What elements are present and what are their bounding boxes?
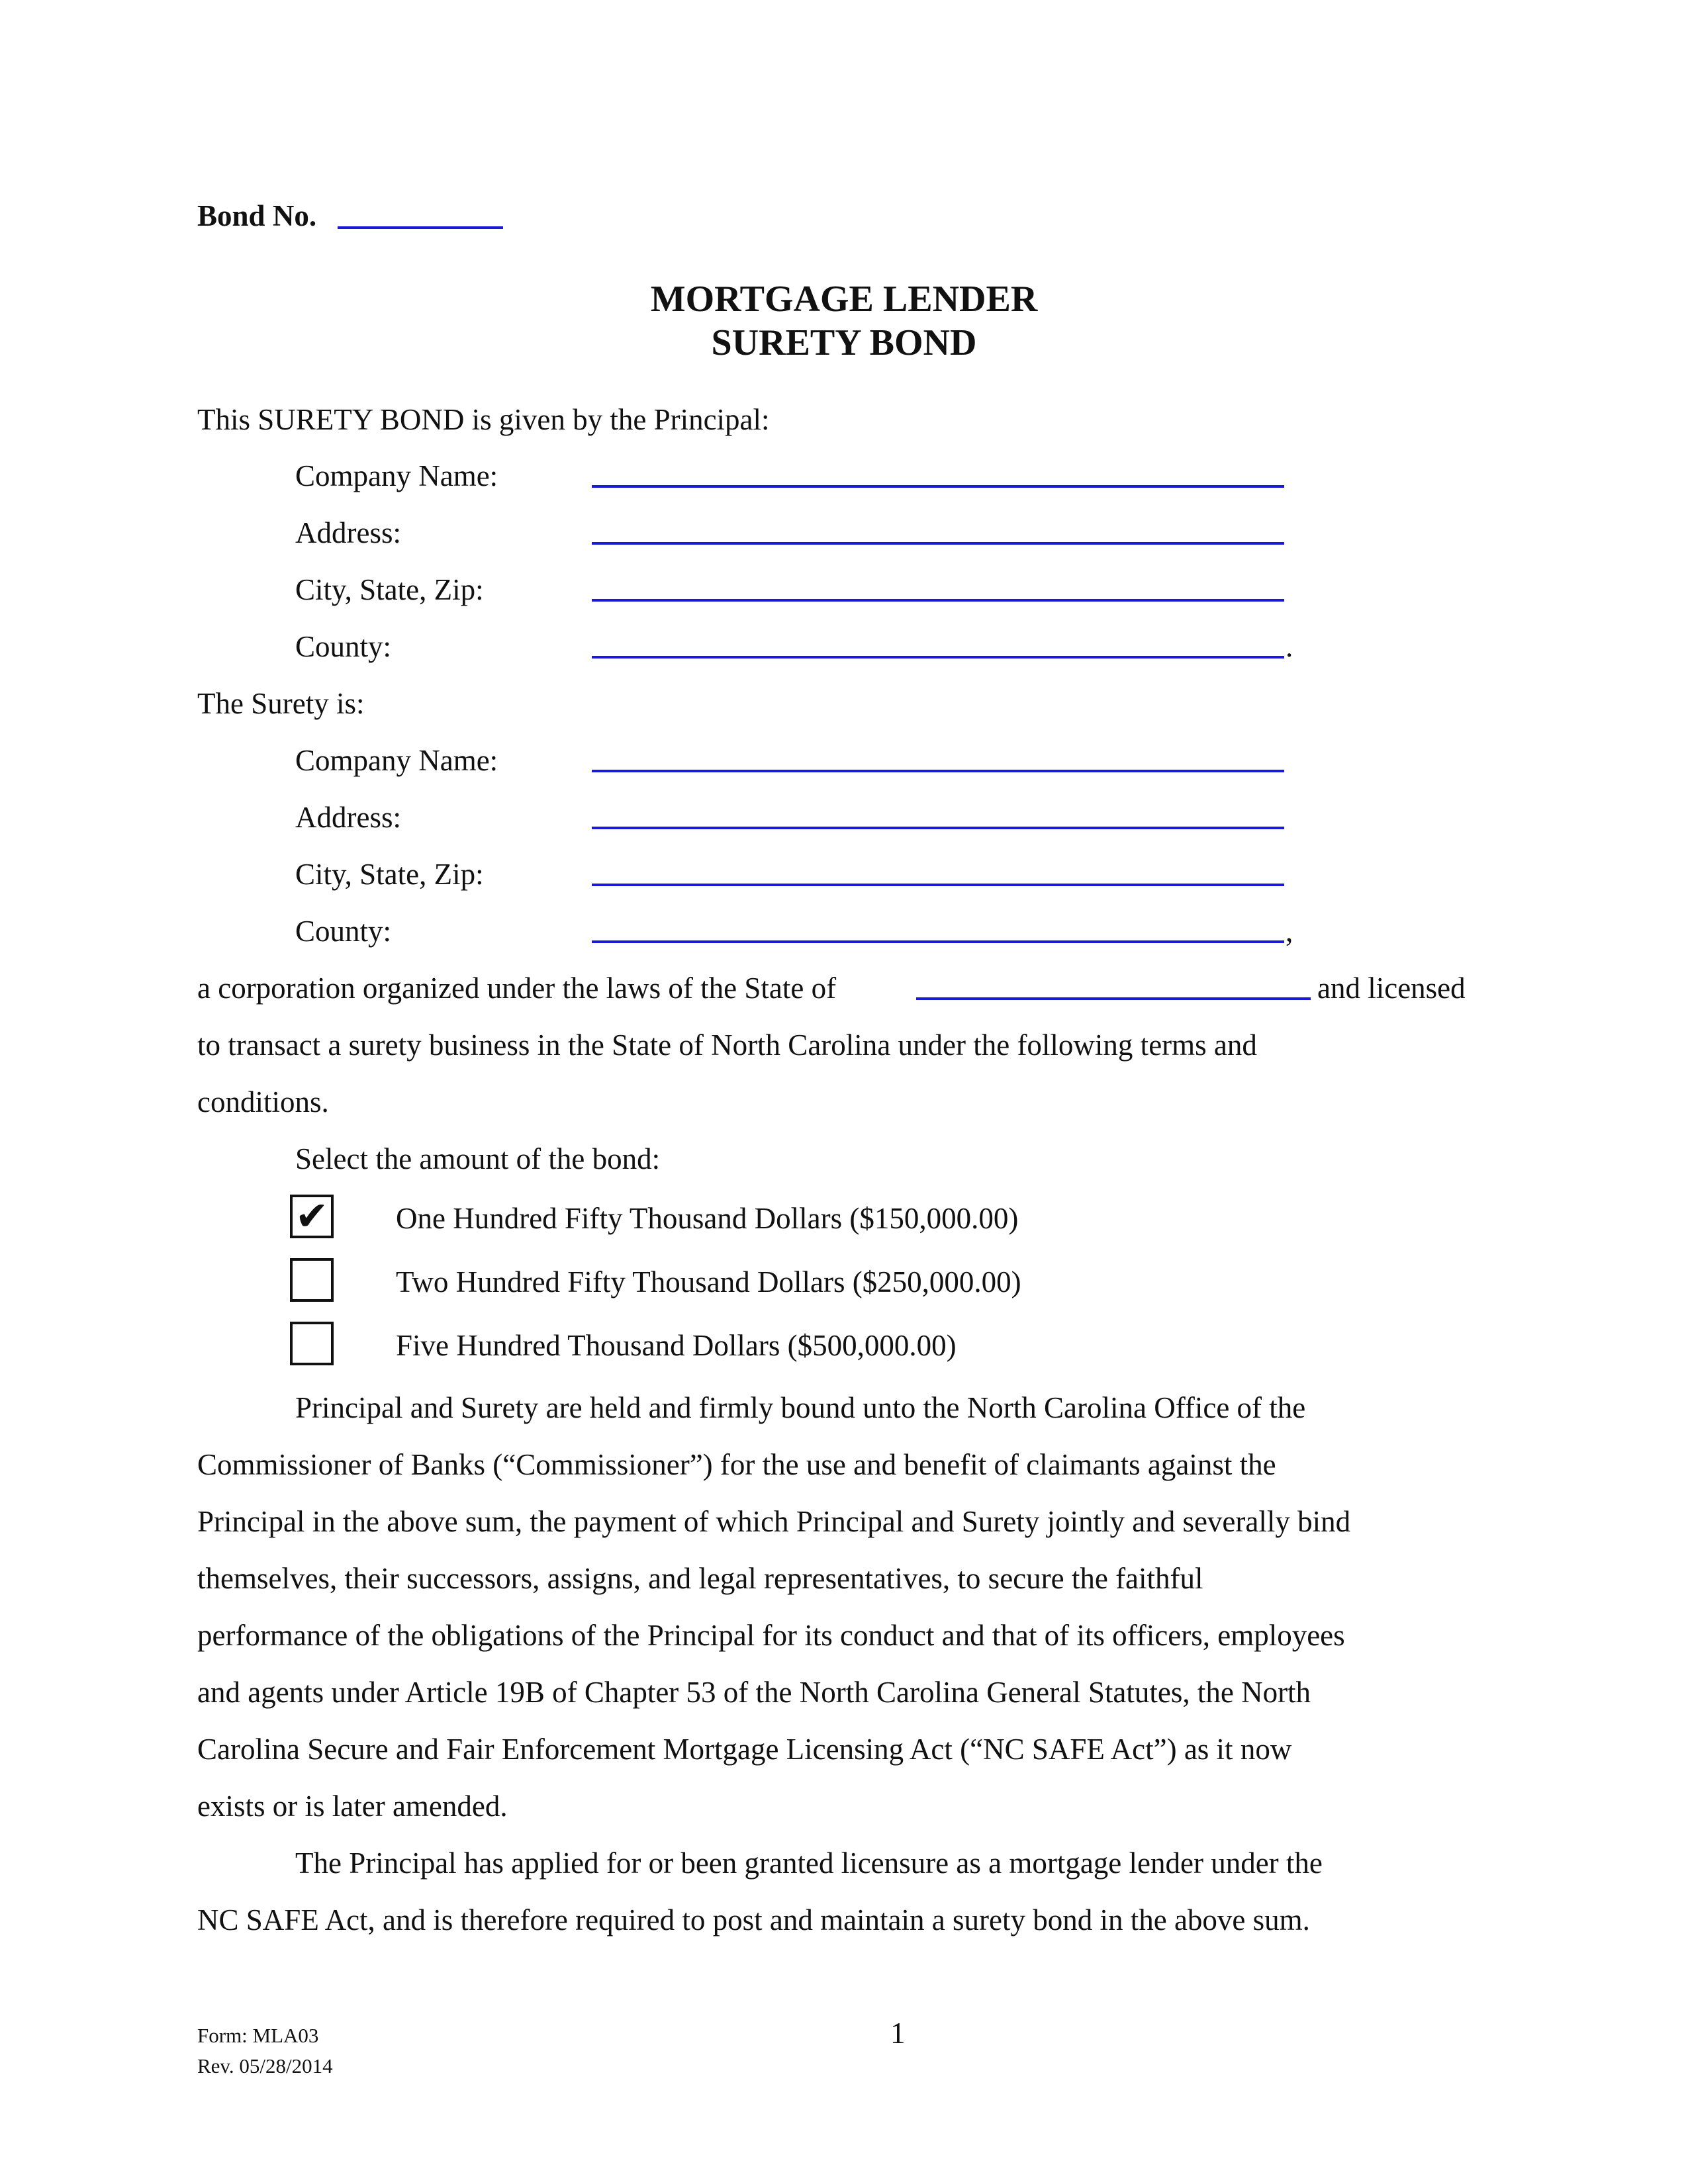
surety-address-input[interactable] bbox=[592, 827, 1284, 829]
corporation-line-3: conditions. bbox=[197, 1085, 329, 1118]
corporation-text-after: and licensed bbox=[1317, 972, 1466, 1005]
paragraph1-line: and agents under Article 19B of Chapter 53 of the North Carolina General Statutes, the North bbox=[197, 1676, 1311, 1709]
principal-intro: This SURETY BOND is given by the Principal: bbox=[197, 403, 770, 436]
principal-company-name-label: Company Name: bbox=[295, 459, 498, 492]
revision-date: Rev. 05/28/2014 bbox=[197, 2054, 333, 2077]
paragraph2-line: NC SAFE Act, and is therefore required to post and maintain a surety bond in the above sum. bbox=[197, 1903, 1310, 1936]
paragraph1-line: Principal and Surety are held and firmly bound unto the North Carolina Office of the bbox=[295, 1391, 1306, 1424]
bond-150k-label: One Hundred Fifty Thousand Dollars ($150,000.00) bbox=[396, 1202, 1019, 1235]
page-title-line2: SURETY BOND bbox=[711, 322, 977, 363]
state-of-incorporation-input[interactable] bbox=[916, 997, 1311, 1000]
corporation-text-before: a corporation organized under the laws of the State of bbox=[197, 972, 837, 1005]
principal-address-label: Address: bbox=[295, 516, 401, 549]
principal-address-input[interactable] bbox=[592, 542, 1284, 545]
surety-county-comma: , bbox=[1286, 915, 1293, 948]
form-number: Form: MLA03 bbox=[197, 2024, 319, 2047]
page-number: 1 bbox=[890, 2017, 906, 2050]
bond-500k-checkbox[interactable] bbox=[290, 1322, 334, 1365]
surety-company-name-label: Company Name: bbox=[295, 744, 498, 777]
surety-address-label: Address: bbox=[295, 801, 401, 834]
paragraph1-line: exists or is later amended. bbox=[197, 1790, 508, 1823]
bond-500k-label: Five Hundred Thousand Dollars ($500,000.00) bbox=[396, 1329, 957, 1362]
surety-county-label: County: bbox=[295, 915, 392, 948]
principal-company-name-input[interactable] bbox=[592, 485, 1284, 488]
surety-city-state-zip-label: City, State, Zip: bbox=[295, 858, 484, 891]
bond-number-label: Bond No. bbox=[197, 199, 317, 232]
paragraph1-line: performance of the obligations of the Principal for its conduct and that of its officers, employees bbox=[197, 1619, 1345, 1652]
bond-number-input[interactable] bbox=[338, 226, 503, 229]
principal-city-state-zip-label: City, State, Zip: bbox=[295, 573, 484, 606]
principal-county-input[interactable] bbox=[592, 656, 1284, 659]
principal-county-label: County: bbox=[295, 630, 392, 663]
principal-county-period: . bbox=[1286, 630, 1293, 663]
bond-250k-checkbox[interactable] bbox=[290, 1258, 334, 1302]
paragraph2-line: The Principal has applied for or been granted licensure as a mortgage lender under the bbox=[295, 1846, 1323, 1880]
paragraph1-line: Carolina Secure and Fair Enforcement Mortgage Licensing Act (“NC SAFE Act”) as it now bbox=[197, 1733, 1292, 1766]
page-title-line1: MORTGAGE LENDER bbox=[650, 279, 1038, 320]
corporation-line-2: to transact a surety business in the State of North Carolina under the following terms and bbox=[197, 1028, 1257, 1062]
bond-150k-checkbox[interactable]: ✔ bbox=[290, 1195, 334, 1238]
bond-amount-prompt: Select the amount of the bond: bbox=[295, 1142, 661, 1175]
surety-intro: The Surety is: bbox=[197, 687, 365, 720]
paragraph1-line: Commissioner of Banks (“Commissioner”) for the use and benefit of claimants against the bbox=[197, 1448, 1276, 1481]
surety-company-name-input[interactable] bbox=[592, 770, 1284, 772]
principal-city-state-zip-input[interactable] bbox=[592, 599, 1284, 602]
paragraph1-line: themselves, their successors, assigns, and legal representatives, to secure the faithful bbox=[197, 1562, 1203, 1595]
bond-250k-label: Two Hundred Fifty Thousand Dollars ($250,000.00) bbox=[396, 1265, 1021, 1298]
paragraph1-line: Principal in the above sum, the payment of which Principal and Surety jointly and severally bind bbox=[197, 1505, 1351, 1538]
surety-county-input[interactable] bbox=[592, 940, 1284, 943]
surety-city-state-zip-input[interactable] bbox=[592, 884, 1284, 886]
